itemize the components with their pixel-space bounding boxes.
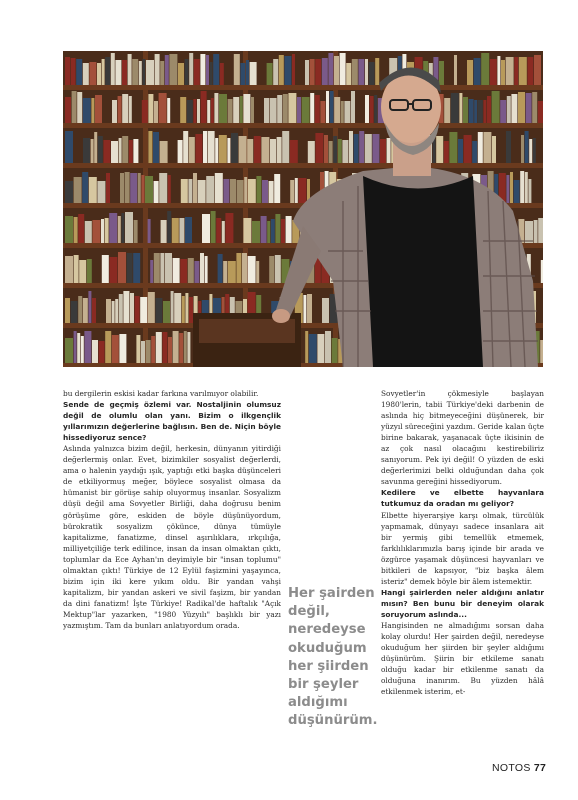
portrait-photo [63, 51, 543, 367]
interview-question: Kedilere ve elbette hayvanlara tutkumuz da oradan mı geliyor? [381, 488, 544, 509]
answer-paragraph: Aslında yalnızca bizim değil, herkesin, dünyanın yitirdiği değerlermiş onlar. Evet, bizimkiler sosyalist değerlerdi, ama o halenin yaydığı ışık, yaptığı etki başka düşünceleri de etkiliyormuş meğer, böylece sosyalist olmasa da hümanist bir görüşe sahip oluyormuş insanlar. Sosyalizm düşü değil ama Sovyetler Birliği, daha doğrusu benim görüşüme göre, eskiden de böyle düşünüyordum, bürokratik sosyalizm çökünce, dünya tümüyle kapitalizme, fanatizme, dinsel aşırılıklara, ırkçılığa, milliyetçiliğe terk edilince, insan da insan olmaktan çıktı, toplumlar da Ece Ayhan'ın deyimiyle bir "insan toplumu" olmaktan çıktı! Türkiye de 12 Eylül faşizmini yaşayınca, bizim için iki kere yıkım oldu. Bir yandan vahşi kapitalizm, bir yandan askeri ve sivil faşizm, bir yandan da dini fanatizm! İşte Türkiye! Radikal'de haftalık "Açık Mektup"lar yazarken, "1980 Yüzyılı" başlıklı bir yazı yazmıştım. Tam da bunları anlatıyordum orada. [63, 444, 281, 630]
answer-paragraph: Elbette hiyerarşiye karşı olmak, türcülük yapmamak, dünyayı sadece insanlara ait bir yermiş gibi temellük etmemek, farklılıklarımızla barış içinde bir arada ve özgürce yaşamak düşüncesi hayvanları ve bitkileri de kapsıyor, "biz başka âlem isteriz" demek böyle bir âlem istemektir. [381, 510, 544, 586]
pull-quote: Her şairden değil, neredeyse okuduğum her şiirden bir şeyler aldığımı düşünürüm. [288, 586, 378, 729]
interview-question: Sende de geçmiş özlemi var. Nostaljinin olumsuz değil de olumlu olan yanı. Bizim o ilkgençlik yıllarımızın değerlerine bağlısın. Ben de. Niçin böyle hissediyoruz sence? [63, 400, 281, 443]
answer-paragraph: Hangisinden ne almadığımı sorsan daha kolay olurdu! Her şairden değil, neredeyse okuduğum her şiirden bir şeyler aldığımı düşünürüm. Şiirin bir etkileme sanatı olduğu kadar bir etkilenme sanatı da olduğuna inanırım. Bu yüzden hâlâ etkilenmek isterim, et- [381, 620, 544, 697]
answer-paragraph: bu dergilerin eskisi kadar farkına varılmıyor olabilir. [63, 389, 259, 398]
page-footer [492, 762, 546, 774]
page-number: 77 [533, 762, 547, 774]
article-column-left [63, 388, 281, 631]
magazine-name: NOTOS [492, 762, 531, 774]
answer-paragraph: Sovyetler'in çökmesiyle başlayan 1980'lerin, tabii Türkiye'deki darbenin de aslında hiç bitmeyeceğini düşünerek, bir yüzyıl süreceğini yazdım. Geride kalan üçte birine bakarak, yaşanacak üçte ikisinin de az çok nasıl olacağını kestirebiliriz sanıyorum. Pek iyi değil! O yüzden de eski değerlerimizi belki olduğundan daha çok savunma gereğini hissediyorum. [381, 389, 544, 487]
interview-question: Hangi şairlerden neler aldığını anlatır mısın? Ben bunu bir deneyim olarak soruyorum aslında... [381, 587, 544, 619]
library-photo-illustration [63, 51, 543, 367]
article-column-right [381, 388, 544, 697]
